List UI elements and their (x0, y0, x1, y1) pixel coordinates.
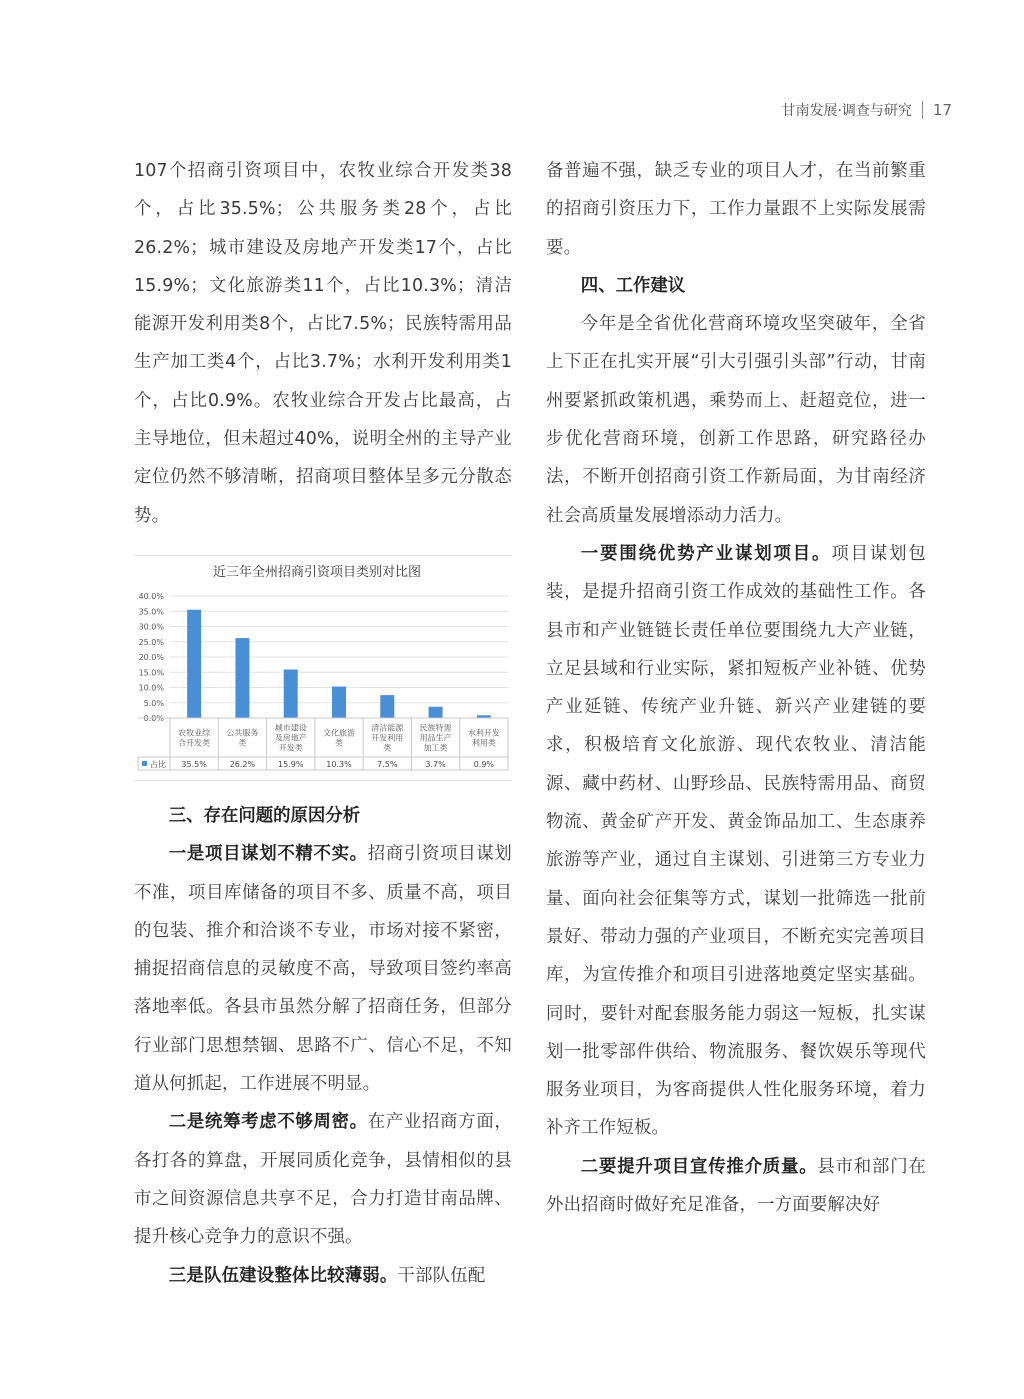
data-label: 3.7% (425, 759, 446, 769)
paragraph-project-stats: 107个招商引资项目中，农牧业综合开发类38个，占比35.5%；公共服务类28个，占比26.2%；城市建设及房地产开发类17个，占比15.9%；文化旅游类11个，占比10.3%；清洁能源开发利用类8个，占比7.5%；民族特需用品生产加工类4个，占比3.7%；水利开发利用类1个，占比0.9%。农牧业综合开发占比最高，占主导地位，但未超过40%，说明全州的主导产业定位仍然不够清晰，招商项目整体呈多元分散态势。 (134, 161, 512, 526)
category-label: 及房地产 (274, 733, 307, 743)
paragraph-suggestion-2 (546, 1148, 926, 1225)
data-label: 35.5% (181, 759, 207, 769)
problem-3-lead: 三是队伍建设整体比较薄弱。 (168, 1265, 398, 1286)
category-label: 利用类 (471, 738, 496, 748)
suggestion-1-body: 项目谋划包装，是提升招商引资工作成效的基础性工作。各县市和产业链链长责任单位要围绕九大产业链，立足县域和行业实际，紧扣短板产业补链、优势产业延链、传统产业升链、新兴产业建链的要求，积极培育文化旅游、现代农牧业、清洁能源、藏中药材、山野珍品、民族特需用品、商贸物流、黄金矿产开发、黄金饰品加工、生态康养旅游等产业，通过自主谋划、引进第三方专业力量、面向社会征集等方式，谋划一批筛选一批前景好、带动力强的产业项目，不断充实完善项目库，为宣传推介和项目引进落地奠定坚实基础。同时，要针对配套服务能力弱这一短板，扎实谋划一批零部件供给、物流服务、餐饮娱乐等现代服务业项目，为客商提供人性化服务环境，着力补齐工作短板。 (546, 543, 926, 1139)
paragraph-problem-2 (134, 1103, 512, 1256)
data-label: 15.9% (278, 759, 304, 769)
legend-label: 占比 (150, 759, 166, 769)
category-label: 水利开发 (467, 728, 500, 738)
category-label: 类 (238, 738, 247, 748)
category-label: 类 (335, 738, 343, 748)
data-label: 0.9% (473, 759, 495, 769)
bar (235, 638, 249, 718)
y-tick-label: 10.0% (138, 683, 164, 693)
data-label: 10.3% (326, 759, 352, 769)
y-tick-label: 35.0% (138, 607, 164, 617)
category-label: 农牧业综 (178, 728, 211, 738)
category-label: 类 (383, 743, 392, 753)
page-number: 17 (932, 101, 952, 119)
y-tick-label: 15.0% (138, 668, 164, 678)
data-label: 7.5% (377, 759, 398, 769)
category-label: 清洁能源 (371, 723, 404, 733)
y-tick-label: 0.0% (143, 713, 164, 723)
problem-2-lead: 二是统筹考虑不够周密。 (168, 1112, 368, 1133)
y-tick-label: 30.0% (138, 622, 164, 632)
bar (284, 669, 298, 717)
category-label: 开发利用 (371, 733, 404, 743)
y-tick-label: 20.0% (138, 652, 164, 662)
paragraph-suggestion-1 (546, 535, 926, 1148)
y-tick-label: 5.0% (143, 698, 164, 708)
left-column (134, 152, 512, 1295)
category-label: 城市建设 (274, 723, 307, 733)
chart-svg (134, 556, 512, 782)
paragraph-problem-3 (134, 1257, 512, 1295)
chart-title: 近三年全州招商引资项目类别对比图 (212, 564, 422, 580)
category-label: 用品生产 (419, 733, 452, 743)
problem-3-body: 干部队伍配 (397, 1265, 486, 1286)
suggestion-2-lead: 二要提升项目宣传推介质量。 (580, 1156, 818, 1177)
problem-1-lead: 一是项目谋划不精不实。 (168, 844, 368, 865)
y-tick-label: 25.0% (138, 637, 164, 647)
problem-2-body: 在产业招商方面，各打各的算盘，开展同质化竞争，县情相似的县市之间资源信息共享不足，合力打造甘南品牌、提升核心竞争力的意识不强。 (134, 1112, 512, 1248)
category-label: 民族特需 (419, 723, 452, 733)
section-heading-problems: 三、存在问题的原因分析 (168, 805, 361, 826)
bar (380, 695, 394, 718)
paragraph-continued: 备普遍不强，缺乏专业的项目人才，在当前繁重的招商引资压力下，工作力量跟不上实际发展需要。 (546, 161, 926, 258)
journal-title: 甘南发展·调查与研究 (781, 103, 912, 119)
section-heading-suggestions: 四、工作建议 (580, 275, 686, 296)
problem-1-body: 招商引资项目谋划不准，项目库储备的项目不多、质量不高，项目的包装、推介和洽谈不专业，市场对接不紧密，捕捉招商信息的灵敏度不高，导致项目签约率高落地率低。各县市虽然分解了招商任务，但部分行业部门思想禁锢、思路不广、信心不足，不知道从何抓起，工作进展不明显。 (134, 844, 512, 1095)
bar (332, 687, 346, 718)
running-header (781, 100, 952, 120)
y-tick-label: 40.0% (138, 591, 164, 601)
suggestion-1-lead: 一要围绕优势产业谋划项目。 (580, 543, 832, 564)
right-column (546, 152, 926, 1224)
category-label: 加工类 (423, 743, 448, 753)
paragraph-problem-1 (134, 835, 512, 1103)
category-label: 开发类 (278, 743, 303, 753)
category-label: 文化旅游 (323, 728, 355, 738)
suggestion-2-body: 县市和部门在外出招商时做好充足准备，一方面要解决好 (546, 1156, 926, 1216)
category-label: 公共服务 (226, 728, 259, 738)
data-label: 26.2% (229, 759, 256, 769)
bar (187, 610, 201, 718)
header-divider (922, 101, 923, 119)
project-category-chart (134, 555, 512, 781)
bar (429, 707, 443, 718)
paragraph-suggestions-intro: 今年是全省优化营商环境攻坚突破年，全省上下正在扎实开展“引大引强引头部”行动，甘南州要紧抓政策机遇，乘势而上、赶超竞位，进一步优化营商环境，创新工作思路，研究路径办法，不断开创招商引资工作新局面，为甘南经济社会高质量发展增添动力活力。 (546, 314, 926, 526)
category-label: 合开发类 (178, 738, 211, 748)
legend-swatch (142, 761, 147, 766)
